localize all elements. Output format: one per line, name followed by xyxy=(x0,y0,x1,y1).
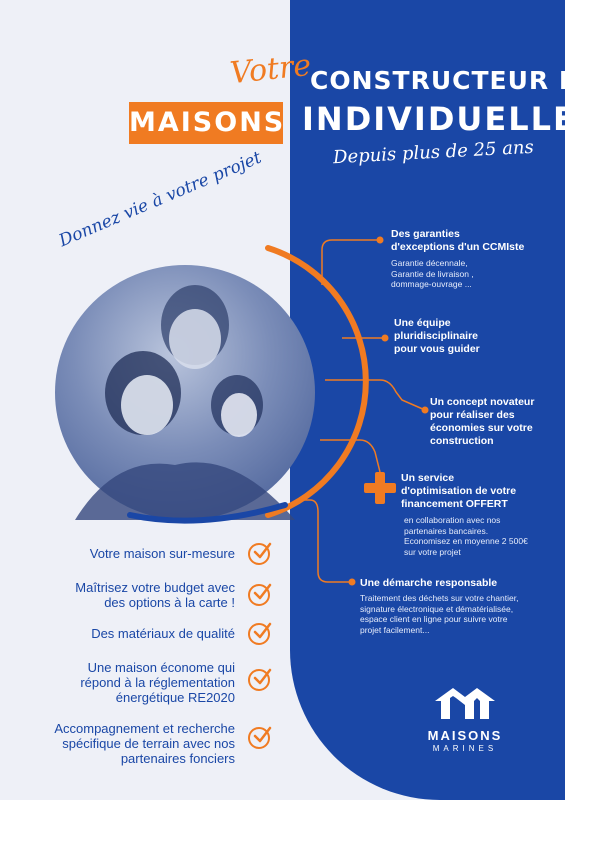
logo-name: MAISONS xyxy=(427,728,503,743)
feature-5-desc: Traitement des déchets sur votre chantier, signature électronique et dématérialisée, espace client en ligne pour suivre votre projet facilement... xyxy=(360,593,519,635)
feature-4-title: Un service d'optimisation de votre financement OFFERT xyxy=(401,472,517,510)
feature-5-title: Une démarche responsable xyxy=(360,577,498,589)
checklist-item-1: Votre maison sur-mesure xyxy=(89,546,235,561)
checklist-item-5: Accompagnement et recherche spécifique de terrain avec nos partenaires fonciers xyxy=(54,721,235,766)
maisons-marines-logo xyxy=(415,685,515,753)
checklist-item-2: Maîtrisez votre budget avec des options à la carte ! xyxy=(75,580,235,610)
headline-constructeur: CONSTRUCTEUR DE xyxy=(310,66,599,95)
check-icon xyxy=(248,669,270,691)
votre-script: Votre xyxy=(228,47,313,92)
feature-4-desc: en collaboration avec nos partenaires bancaires. Economisez en moyenne 2 500€ sur votre projet xyxy=(404,515,528,557)
check-icon xyxy=(248,623,270,645)
feature-2-title: Une équipe pluridisciplinaire pour vous guider xyxy=(394,317,480,355)
plus-icon xyxy=(364,472,396,504)
checklist-item-4: Une maison économe qui répond à la réglementation énergétique RE2020 xyxy=(80,660,235,705)
feature-1-title: Des garanties d'exceptions d'un CCMIste xyxy=(391,228,525,253)
since-script: Depuis plus de 25 ans xyxy=(332,136,535,169)
check-icon xyxy=(248,727,270,749)
tagline-script: Donnez vie à votre projet xyxy=(56,147,265,252)
feature-3-title: Un concept novateur pour réaliser des économies sur votre construction xyxy=(430,396,535,447)
feature-1-desc: Garantie décennale, Garantie de livraison , dommage-ouvrage ... xyxy=(391,258,474,289)
headline-individuelles: INDIVIDUELLES xyxy=(302,100,602,138)
logo-sub: MARINES xyxy=(432,744,498,753)
check-icon xyxy=(248,543,270,565)
checklist-item-3: Des matériaux de qualité xyxy=(91,626,235,641)
house-logo-icon xyxy=(433,685,497,721)
check-icon xyxy=(248,584,270,606)
maisons-label: MAISONS xyxy=(129,102,283,144)
